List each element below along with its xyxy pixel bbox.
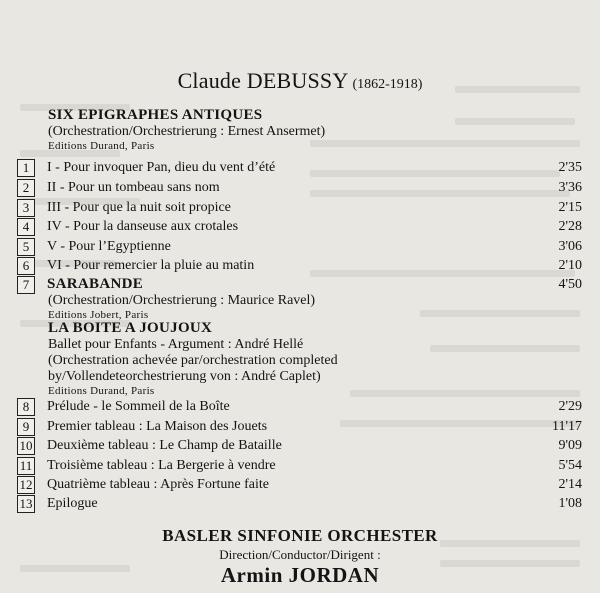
track-row	[17, 159, 582, 177]
orchestration-credit: (Orchestration/Orchestrierung : Maurice Ravel)	[48, 293, 316, 308]
track-number: 3	[17, 199, 35, 217]
track-row	[17, 476, 582, 494]
track-title: II - Pour un tombeau sans nom	[47, 180, 220, 195]
track-title: I - Pour invoquer Pan, dieu du vent d’été	[47, 160, 276, 175]
track-title: Quatrième tableau : Après Fortune faite	[47, 477, 269, 492]
track-title: Deuxième tableau : Le Champ de Bataille	[47, 438, 282, 453]
sarabande-credits	[48, 293, 315, 321]
track-row	[17, 418, 582, 436]
track-row	[17, 276, 582, 294]
composer-header	[0, 68, 600, 94]
publisher: Editions Durand, Paris	[48, 140, 155, 152]
ballet-credit: Ballet pour Enfants - Argument : André Hellé	[48, 337, 304, 352]
track-duration: 3'06	[558, 239, 582, 254]
work-title: SARABANDE	[47, 276, 144, 292]
track-number: 8	[17, 398, 35, 416]
track-title: Prélude - le Sommeil de la Boîte	[47, 399, 230, 414]
work-title: SIX EPIGRAPHES ANTIQUES	[48, 107, 263, 123]
orchestra-name: BASLER SINFONIE ORCHESTER	[162, 526, 438, 545]
track-number: 13	[17, 495, 35, 513]
track-title: Premier tableau : La Maison des Jouets	[47, 419, 268, 434]
track-number: 7	[17, 276, 35, 294]
track-duration: 2'28	[558, 219, 582, 234]
composer-name: Claude DEBUSSY	[177, 68, 349, 93]
track-row	[17, 179, 582, 197]
track-row	[17, 437, 582, 455]
track-number: 4	[17, 218, 35, 236]
track-duration: 2'14	[558, 477, 582, 492]
track-duration: 2'29	[558, 399, 582, 414]
orchestration-credit: (Orchestration/Orchestrierung : Ernest Ansermet)	[48, 124, 326, 139]
track-title: Epilogue	[47, 496, 98, 511]
publisher: Editions Jobert, Paris	[48, 309, 149, 321]
orchestration-credit: (Orchestration achevée par/orchestration completed	[48, 353, 338, 368]
composer-years: (1862-1918)	[352, 77, 423, 92]
track-row	[17, 257, 582, 275]
track-duration: 3'36	[558, 180, 582, 195]
track-number: 12	[17, 476, 35, 494]
track-title: V - Pour l’Egyptienne	[47, 239, 171, 254]
track-row	[17, 218, 582, 236]
conductor-name: Armin JORDAN	[220, 563, 380, 587]
track-duration: 11'17	[551, 419, 582, 434]
track-duration: 2'15	[558, 200, 582, 215]
track-row	[17, 495, 582, 513]
track-duration: 2'35	[558, 160, 582, 175]
track-number: 2	[17, 179, 35, 197]
track-title: IV - Pour la danseuse aux crotales	[47, 219, 239, 234]
direction-label: Direction/Conductor/Dirigent :	[219, 547, 381, 562]
work-title: LA BOITE A JOUJOUX	[48, 320, 213, 336]
orchestration-credit: by/Vollendeteorchestrierung von : André Caplet)	[48, 369, 321, 384]
track-row	[17, 238, 582, 256]
track-row	[17, 199, 582, 217]
epigraphes-header	[48, 107, 325, 152]
track-duration: 5'54	[558, 458, 582, 473]
track-title: III - Pour que la nuit soit propice	[47, 200, 231, 215]
track-number: 11	[17, 457, 35, 475]
track-number: 5	[17, 238, 35, 256]
track-row	[17, 457, 582, 475]
track-duration: 4'50	[558, 277, 582, 292]
track-number: 10	[17, 437, 35, 455]
track-title: VI - Pour remercier la pluie au matin	[47, 258, 255, 273]
track-number: 1	[17, 159, 35, 177]
track-number: 6	[17, 257, 35, 275]
boite-header	[48, 320, 338, 397]
track-row	[17, 398, 582, 416]
track-duration: 9'09	[558, 438, 582, 453]
track-duration: 2'10	[558, 258, 582, 273]
track-title: Troisième tableau : La Bergerie à vendre	[47, 458, 276, 473]
publisher: Editions Durand, Paris	[48, 385, 155, 397]
track-duration: 1'08	[558, 496, 582, 511]
track-number: 9	[17, 418, 35, 436]
